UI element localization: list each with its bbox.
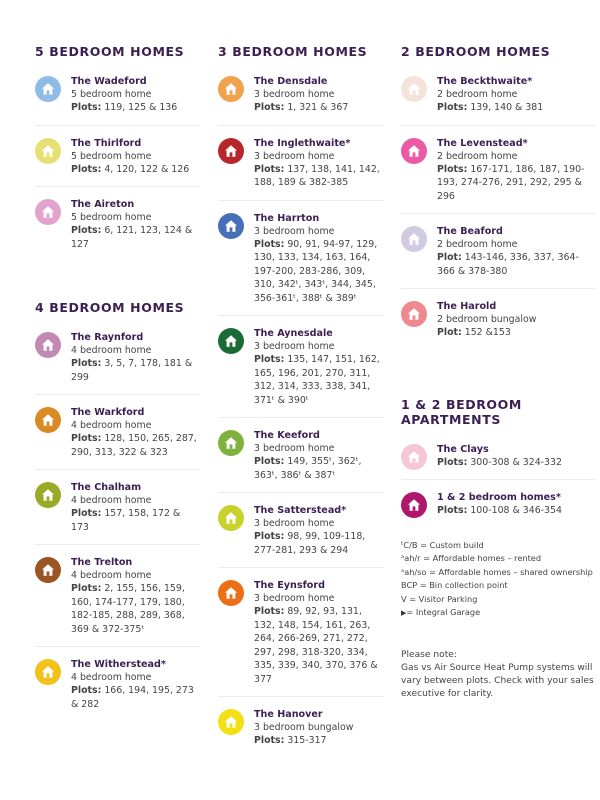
plots-label: Plots: <box>71 583 102 594</box>
home-plots <box>71 507 200 534</box>
legend-item: ᵃah/so = Affordable homes – shared ownership <box>401 566 593 577</box>
plots-label: Plots: <box>71 102 102 113</box>
home-plots <box>437 251 595 278</box>
home-plots <box>254 530 384 557</box>
section-4-bedroom <box>35 300 200 721</box>
home-type: 5 bedroom home <box>71 89 152 100</box>
note <box>401 649 595 702</box>
home-type: 4 bedroom home <box>71 495 152 506</box>
plots-label: Plots: <box>254 238 285 250</box>
house-icon <box>218 580 244 606</box>
home-plots <box>254 353 384 407</box>
home-name: The Inglethwaite* <box>254 137 351 149</box>
home-plots <box>254 101 384 115</box>
home-card <box>218 504 384 568</box>
plots-label: Plots: <box>437 163 468 175</box>
plots-value: 315-317 <box>287 735 327 746</box>
plots-value: 1, 321 & 367 <box>287 102 349 113</box>
house-icon <box>35 557 61 583</box>
home-name: The Densdale <box>254 76 328 87</box>
home-plots <box>71 224 200 251</box>
home-card <box>35 481 200 545</box>
home-type: 3 bedroom bungalow <box>254 722 354 733</box>
plots-value: 149, 355ᵗ, 362ᵗ, 363ᵗ, 386ᵗ & 387ᵗ <box>254 456 362 481</box>
home-type: 3 bedroom home <box>254 341 335 352</box>
home-plots <box>71 432 200 459</box>
plots-label: Plots: <box>254 354 285 365</box>
house-icon <box>218 328 244 354</box>
home-plots <box>71 357 200 384</box>
home-card <box>218 708 384 758</box>
home-card <box>218 327 384 418</box>
home-card <box>35 137 200 188</box>
plots-value: 152 &153 <box>464 327 511 338</box>
section-title: 1 & 2 BEDROOM APARTMENTS <box>401 396 522 427</box>
home-card <box>401 491 595 528</box>
legend-item-garage <box>401 606 595 621</box>
home-name: The Aynesdale <box>254 328 333 339</box>
plots-value: 157, 158, 172 & 173 <box>71 508 181 533</box>
plots-value: 166, 194, 195, 273 & 282 <box>71 685 194 710</box>
section-title: 5 BEDROOM HOMES <box>35 44 185 59</box>
legend <box>401 539 595 621</box>
house-icon <box>401 301 427 327</box>
home-type: 3 bedroom home <box>254 443 335 454</box>
plots-label: Plots: <box>254 606 285 617</box>
garage-marker-icon: ▶ <box>401 609 407 617</box>
plots-label: Plots: <box>254 102 285 113</box>
home-card <box>401 75 595 126</box>
home-name: The Witherstead* <box>71 659 166 670</box>
home-type: 4 bedroom home <box>71 672 152 683</box>
house-icon <box>218 138 244 164</box>
home-card <box>218 137 384 201</box>
home-name: The Eynsford <box>254 580 325 591</box>
home-type: 3 bedroom home <box>254 150 335 162</box>
house-icon <box>35 332 61 358</box>
home-type: 3 bedroom home <box>254 225 335 237</box>
house-icon <box>218 76 244 102</box>
legend-item-label: = Integral Garage <box>406 607 481 617</box>
plots-label: Plots: <box>437 102 468 113</box>
section-3-bedroom <box>218 44 384 758</box>
plots-value: 89, 92, 93, 131, 132, 148, 154, 161, 263, 264, 266-269, 271, 272, 297, 298, 318-320, 334, 335, 339, 340, 370, 376 & 377 <box>254 606 378 685</box>
section-title: 2 BEDROOM HOMES <box>401 44 551 59</box>
house-icon <box>401 444 427 470</box>
plots-label: Plots: <box>437 505 468 516</box>
section-2-bedroom <box>401 44 595 350</box>
house-icon <box>218 430 244 456</box>
house-icon <box>218 213 244 239</box>
plots-label: Plots: <box>437 456 468 468</box>
home-name: The Aireton <box>71 199 135 210</box>
home-name: The Harrton <box>254 212 320 224</box>
house-icon <box>401 138 427 164</box>
home-plots <box>437 101 595 115</box>
home-name: The Beckthwaite* <box>437 76 533 87</box>
home-name: The Chalham <box>71 482 142 493</box>
home-type: 4 bedroom home <box>71 345 152 356</box>
plots-value: 4, 120, 122 & 126 <box>104 163 190 175</box>
home-type: 4 bedroom home <box>71 570 152 581</box>
section-title: 4 BEDROOM HOMES <box>35 300 185 315</box>
plots-value: 139, 140 & 381 <box>470 102 544 113</box>
home-name: The Thirlford <box>71 137 142 149</box>
legend-item: ᵗC/B = Custom build <box>401 539 484 550</box>
plots-label: Plots: <box>254 735 285 746</box>
home-plots <box>254 163 384 190</box>
home-type: 4 bedroom home <box>71 420 152 431</box>
plots-label: Plots: <box>71 225 102 236</box>
home-card <box>218 429 384 493</box>
plots-value: 143-146, 336, 337, 364-366 & 378-380 <box>437 252 579 277</box>
plots-value: 90, 91, 94-97, 129, 130, 133, 134, 163, 164, 197-200, 283-286, 309, 310, 342ᵗ, 343ᵗ, 344, 345, 356-361ᵗ, 388ᵗ & 389ᵗ <box>254 238 378 304</box>
home-card <box>218 212 384 317</box>
plots-value: 98, 99, 109-118, 277-281, 293 & 294 <box>254 531 366 556</box>
home-type: 5 bedroom home <box>71 150 152 162</box>
plots-label: Plots: <box>71 163 102 175</box>
plots-label: Plots: <box>254 531 285 542</box>
plots-value: 137, 138, 141, 142, 188, 189 & 382-385 <box>254 163 380 188</box>
plots-value: 300-308 & 324-332 <box>470 456 562 468</box>
home-plots <box>437 326 595 340</box>
home-card <box>35 658 200 721</box>
home-type: 3 bedroom home <box>254 518 335 529</box>
home-plots <box>254 605 384 686</box>
home-name: The Satterstead* <box>254 505 347 516</box>
home-plots <box>71 684 200 711</box>
house-icon <box>218 505 244 531</box>
column-1 <box>35 44 200 732</box>
home-card <box>35 406 200 470</box>
home-card <box>35 556 200 647</box>
home-name: The Levenstead* <box>437 137 528 149</box>
house-icon <box>35 199 61 225</box>
plots-label: Plot: <box>437 252 462 263</box>
home-card <box>401 137 595 215</box>
house-icon <box>35 407 61 433</box>
home-type: 2 bedroom home <box>437 239 518 250</box>
plots-label: Plots: <box>71 685 102 696</box>
home-name: 1 & 2 bedroom homes* <box>437 492 561 503</box>
home-card <box>401 443 595 481</box>
legend-item: BCP = Bin collection point <box>401 580 508 590</box>
plots-value: 2, 155, 156, 159, 160, 174-177, 179, 180, 182-185, 288, 289, 368, 369 & 372-375ᵗ <box>71 583 185 635</box>
home-name: The Keeford <box>254 430 320 441</box>
section-title: 3 BEDROOM HOMES <box>218 44 368 59</box>
home-card <box>35 198 200 261</box>
house-icon <box>401 76 427 102</box>
plots-value: 6, 121, 123, 124 & 127 <box>71 225 193 250</box>
home-name: The Hanover <box>254 709 323 720</box>
home-card <box>218 75 384 126</box>
home-card <box>35 75 200 126</box>
home-plots <box>437 504 595 518</box>
plots-label: Plots: <box>254 163 285 175</box>
home-plots <box>437 163 595 204</box>
note-title: Please note: <box>401 649 457 660</box>
home-plots <box>71 101 200 115</box>
house-icon <box>35 659 61 685</box>
home-type: 2 bedroom home <box>437 89 518 100</box>
home-name: The Raynford <box>71 332 144 343</box>
home-name: The Warkford <box>71 407 145 418</box>
home-plots <box>254 734 384 748</box>
plots-label: Plots: <box>254 456 285 467</box>
home-name: The Trelton <box>71 557 133 568</box>
column-2 <box>218 44 384 769</box>
home-type: 5 bedroom home <box>71 212 152 223</box>
note-body: Gas vs Air Source Heat Pump systems will vary between plots. Check with your sales executive for clarity. <box>401 662 594 700</box>
home-plots <box>71 163 200 177</box>
plots-label: Plots: <box>71 358 102 369</box>
home-type: 3 bedroom home <box>254 593 335 604</box>
home-type: 2 bedroom home <box>437 150 518 162</box>
legend-item: V = Visitor Parking <box>401 593 478 604</box>
home-plots <box>71 582 200 636</box>
section-apartments <box>401 397 595 528</box>
plots-value: 100-108 & 346-354 <box>470 505 562 516</box>
home-type: 3 bedroom home <box>254 89 335 100</box>
plots-label: Plots: <box>71 508 102 519</box>
plots-value: 3, 5, 7, 178, 181 & 299 <box>71 358 193 383</box>
house-icon <box>35 138 61 164</box>
legend-item: ᵃah/r = Affordable homes – rented <box>401 553 542 563</box>
section-5-bedroom <box>35 44 200 261</box>
home-card <box>401 225 595 289</box>
home-plots <box>254 238 384 306</box>
home-card <box>35 331 200 395</box>
house-icon <box>401 492 427 518</box>
plots-label: Plots: <box>71 433 102 444</box>
home-name: The Clays <box>437 443 489 455</box>
home-type: 2 bedroom bungalow <box>437 314 537 325</box>
home-plots <box>254 455 384 482</box>
plots-label: Plot: <box>437 327 462 338</box>
home-name: The Wadeford <box>71 76 147 87</box>
house-icon <box>35 76 61 102</box>
column-3 <box>401 44 595 701</box>
house-icon <box>218 709 244 735</box>
home-name: The Harold <box>437 301 497 312</box>
plots-value: 128, 150, 265, 287, 290, 313, 322 & 323 <box>71 433 197 458</box>
house-icon <box>401 226 427 252</box>
home-card <box>218 579 384 697</box>
home-plots <box>437 456 595 470</box>
house-icon <box>35 482 61 508</box>
home-name: The Beaford <box>437 226 503 237</box>
home-card <box>401 300 595 350</box>
plots-value: 135, 147, 151, 162, 165, 196, 201, 270, 311, 312, 314, 333, 338, 341, 371ᵗ & 390ᵗ <box>254 354 380 406</box>
plots-value: 167-171, 186, 187, 190-193, 274-276, 291, 292, 295 & 296 <box>437 163 585 202</box>
plots-value: 119, 125 & 136 <box>104 102 178 113</box>
